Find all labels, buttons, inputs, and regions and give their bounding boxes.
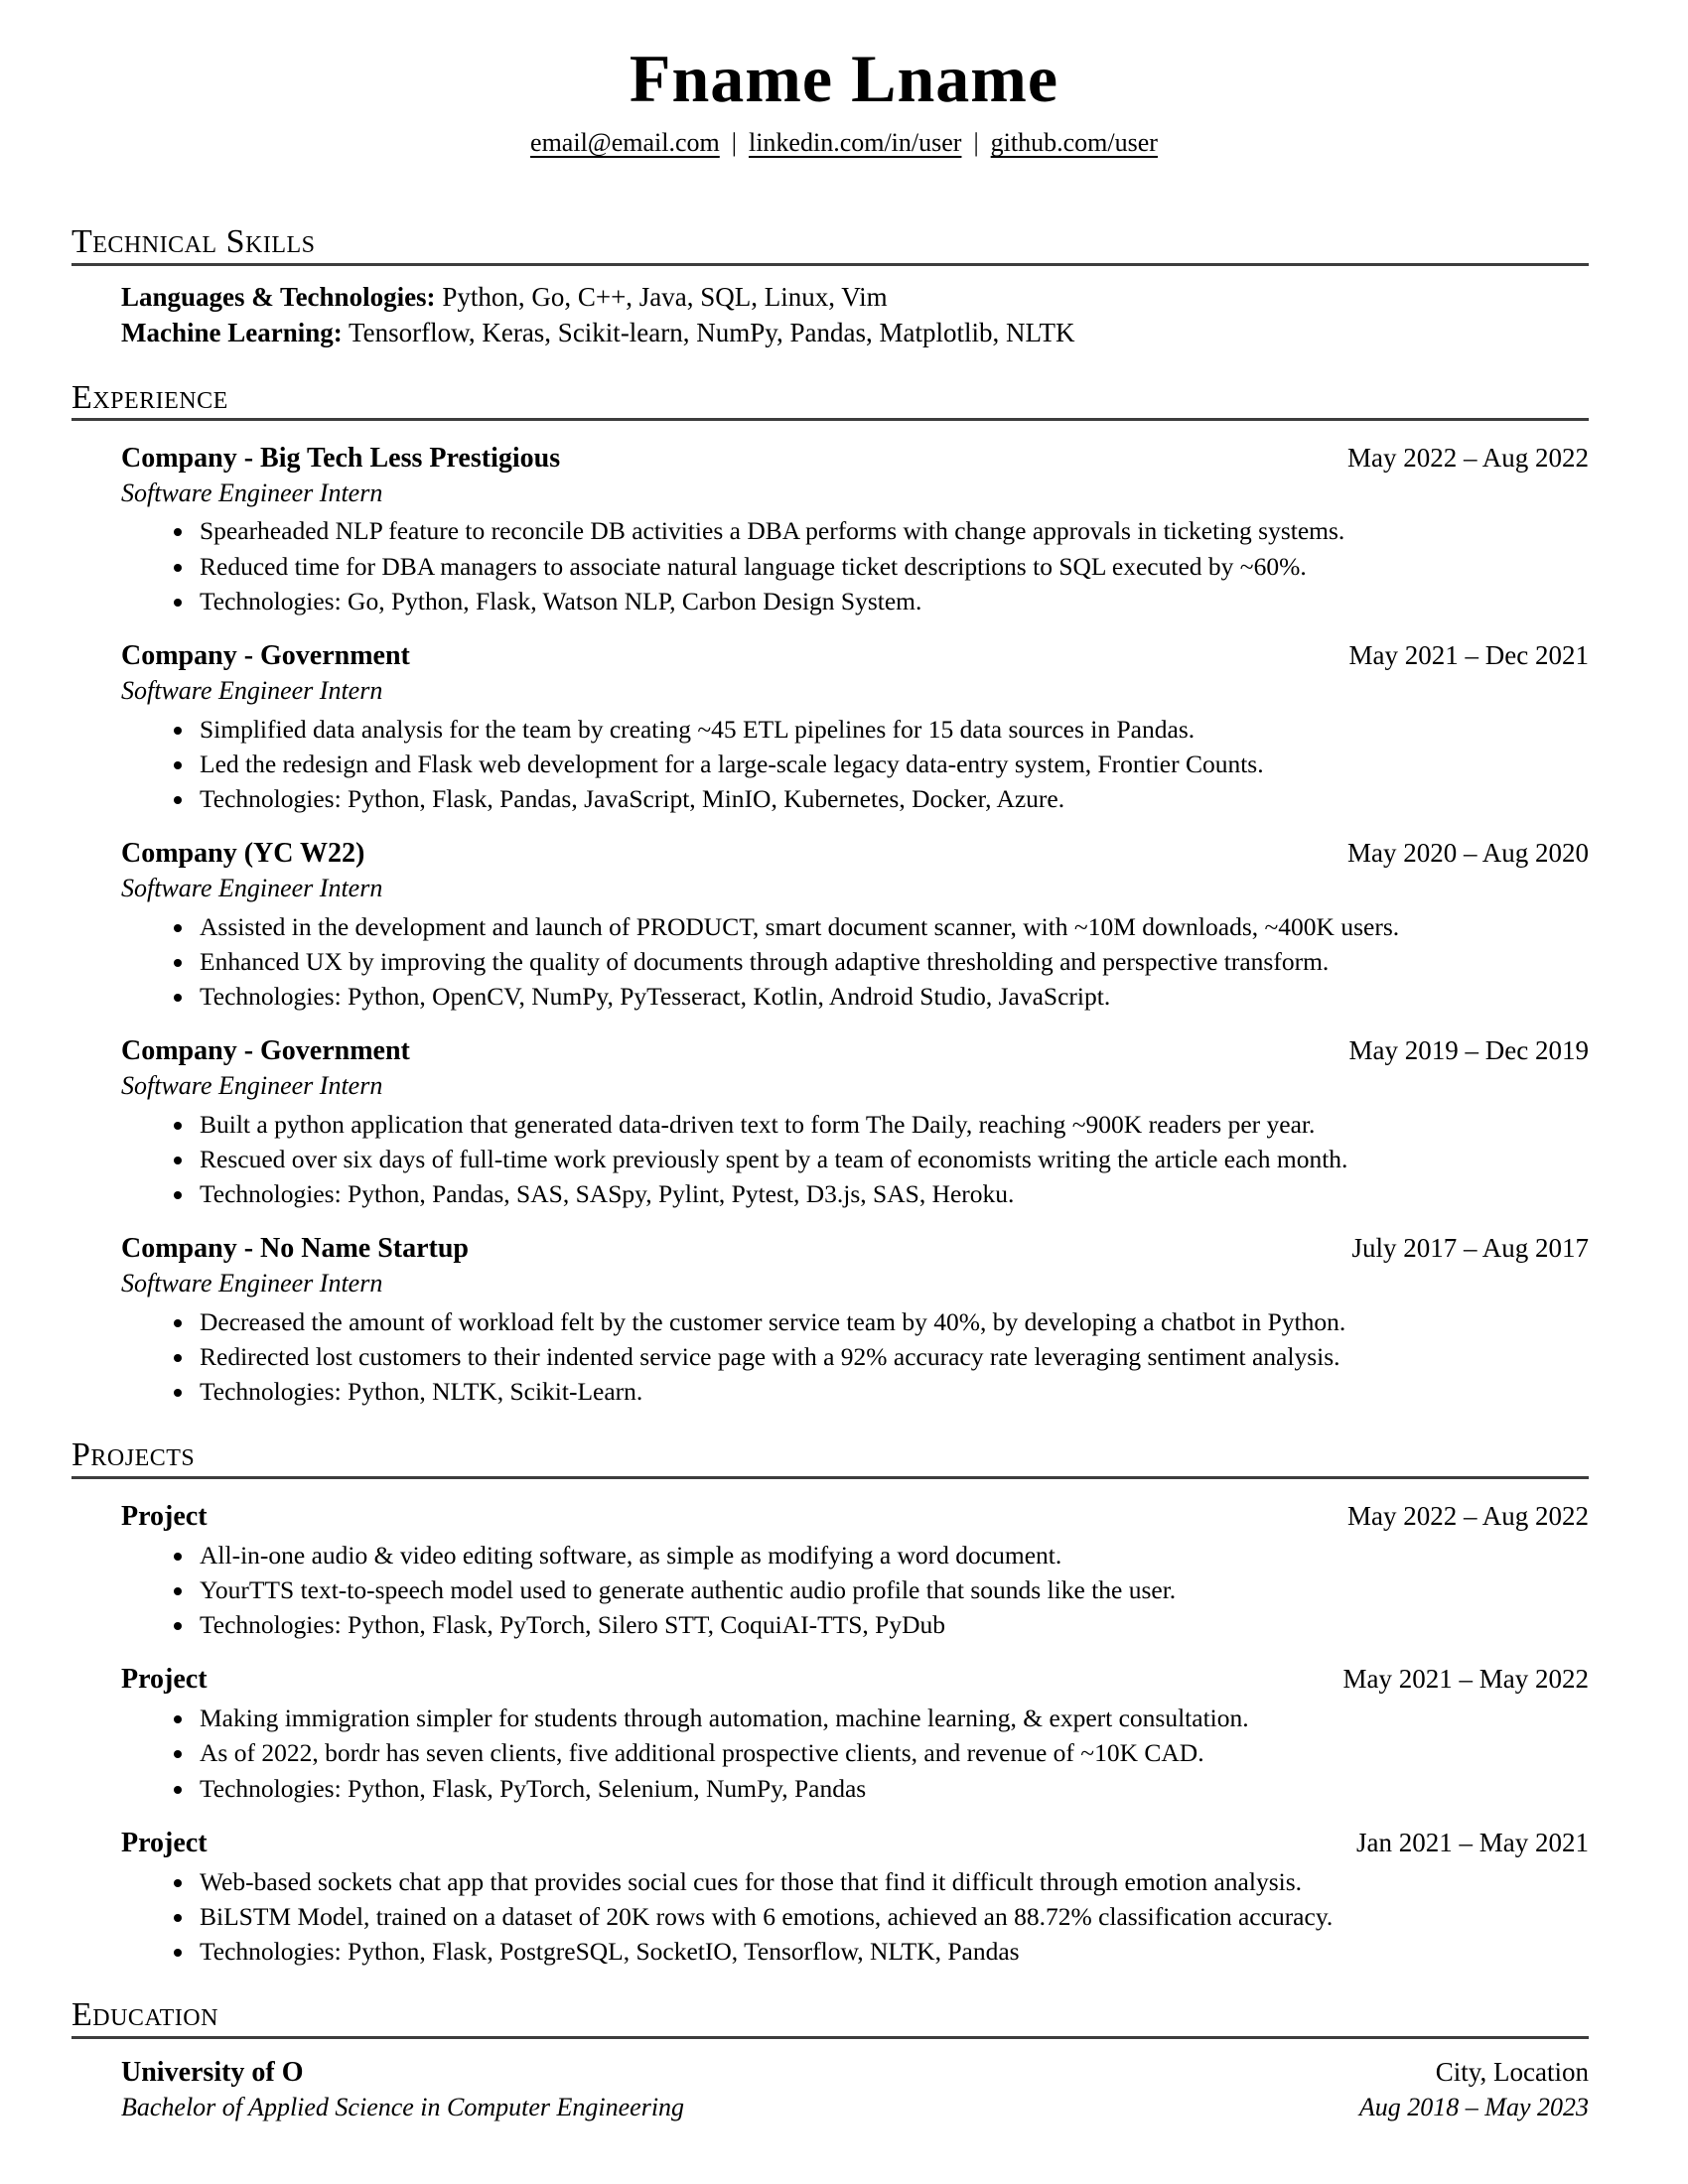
- bullet-list: [71, 1304, 1589, 1410]
- section-education: [71, 1996, 1589, 2123]
- section-rule: [71, 2036, 1589, 2039]
- linkedin-link[interactable]: linkedin.com/in/user: [748, 128, 962, 158]
- bullet-list: [71, 909, 1589, 1015]
- bullet-item: • Technologies: Python, Flask, PyTorch, Silero STT, CoquiAI-TTS, PyDub: [196, 1607, 1589, 1642]
- entry-dates: May 2021 – Dec 2021: [1348, 640, 1589, 671]
- entry-role: Software Engineer Intern: [121, 1269, 383, 1298]
- email-link[interactable]: email@email.com: [530, 128, 720, 158]
- entry-header: [71, 1033, 1589, 1068]
- company-name: Company (YC W22): [121, 838, 365, 870]
- skill-value: Tensorflow, Keras, Scikit-learn, NumPy, Pandas, Matplotlib, NLTK: [349, 317, 1075, 347]
- bullet-list: [71, 1107, 1589, 1212]
- bullet-item: • Technologies: Python, NLTK, Scikit-Learn.: [196, 1374, 1589, 1409]
- entry-header: [71, 1826, 1589, 1860]
- company-name: Company - Government: [121, 1035, 410, 1067]
- section-projects: [71, 1436, 1589, 1969]
- bullet-item: • Simplified data analysis for the team by creating ~45 ETL pipelines for 15 data sources in Pandas.: [196, 712, 1589, 747]
- entry-dates: July 2017 – Aug 2017: [1351, 1233, 1589, 1264]
- entry-dates: May 2022 – Aug 2022: [1347, 1500, 1589, 1531]
- entry-dates: May 2021 – May 2022: [1342, 1664, 1589, 1695]
- experience-entry: [71, 836, 1589, 1014]
- page-title: Fname Lname: [629, 41, 1059, 116]
- section-rule: [71, 418, 1589, 421]
- bullet-item: • YourTTS text-to-speech model used to generate authentic audio profile that sounds like the user.: [196, 1572, 1589, 1607]
- project-entry: [71, 1826, 1589, 1970]
- bullet-item: • Technologies: Python, OpenCV, NumPy, PyTesseract, Kotlin, Android Studio, JavaScript.: [196, 979, 1589, 1014]
- skill-row: [121, 316, 1589, 351]
- bullet-item: • Technologies: Go, Python, Flask, Watson NLP, Carbon Design System.: [196, 584, 1589, 618]
- contact-separator: |: [973, 128, 979, 158]
- entry-header: [71, 638, 1589, 673]
- bullet-item: • All-in-one audio & video editing software, as simple as modifying a word document.: [196, 1538, 1589, 1572]
- bullet-item: • Spearheaded NLP feature to reconcile DB activities a DBA performs with change approvals in ticketing systems.: [196, 513, 1589, 548]
- bullet-item: • Redirected lost customers to their indented service page with a 92% accuracy rate leveraging sentiment analysis.: [196, 1339, 1589, 1374]
- bullet-item: • Built a python application that generated data-driven text to form The Daily, reaching ~900K readers per year.: [196, 1107, 1589, 1142]
- bullet-item: • Technologies: Python, Pandas, SAS, SASpy, Pylint, Pytest, D3.js, SAS, Heroku.: [196, 1176, 1589, 1211]
- section-technical-skills: [71, 223, 1589, 350]
- bullet-list: [71, 712, 1589, 817]
- entry-role: Software Engineer Intern: [121, 1071, 383, 1101]
- entry-header: [71, 1662, 1589, 1697]
- bullet-list: [71, 1538, 1589, 1643]
- entry-header: [71, 1231, 1589, 1266]
- entry-header: [71, 441, 1589, 476]
- bullet-item: • Technologies: Python, Flask, PostgreSQL, SocketIO, Tensorflow, NLTK, Pandas: [196, 1934, 1589, 1969]
- entry-dates: May 2022 – Aug 2022: [1347, 442, 1589, 473]
- contact-separator: |: [731, 128, 737, 158]
- entry-header: [71, 836, 1589, 871]
- entry-role: Software Engineer Intern: [121, 676, 383, 706]
- github-link[interactable]: github.com/user: [990, 128, 1158, 158]
- project-title: Project: [121, 1664, 208, 1696]
- company-name: Company - Big Tech Less Prestigious: [121, 442, 561, 474]
- skills-list: [121, 280, 1589, 351]
- skill-label: Languages & Technologies:: [121, 281, 436, 312]
- bullet-item: • Technologies: Python, Flask, Pandas, JavaScript, MinIO, Kubernetes, Docker, Azure.: [196, 781, 1589, 816]
- bullet-item: • Assisted in the development and launch of PRODUCT, smart document scanner, with ~10M downloads, ~400K users.: [196, 909, 1589, 944]
- entry-dates: Jan 2021 – May 2021: [1356, 1827, 1589, 1857]
- project-entry: [71, 1499, 1589, 1643]
- bullet-item: • Decreased the amount of workload felt by the customer service team by 40%, by developing a chatbot in Python.: [196, 1304, 1589, 1339]
- bullet-item: • Enhanced UX by improving the quality of documents through adaptive thresholding and perspective transform.: [196, 944, 1589, 979]
- project-entry: [71, 1662, 1589, 1806]
- experience-entry: [71, 441, 1589, 618]
- company-name: Company - Government: [121, 640, 410, 672]
- experience-entry: [71, 1033, 1589, 1211]
- section-heading-technical-skills: Technical Skills: [71, 223, 316, 261]
- bullet-item: • Reduced time for DBA managers to associate natural language ticket descriptions to SQL executed by ~60%.: [196, 549, 1589, 584]
- bullet-item: • Web-based sockets chat app that provides social cues for those that find it difficult through emotion analysis.: [196, 1864, 1589, 1899]
- bullet-item: • Technologies: Python, Flask, PyTorch, Selenium, NumPy, Pandas: [196, 1771, 1589, 1806]
- section-rule: [71, 1476, 1589, 1479]
- section-heading-experience: Experience: [71, 378, 228, 416]
- bullet-item: • As of 2022, bordr has seven clients, five additional prospective clients, and revenue of ~10K CAD.: [196, 1735, 1589, 1770]
- bullet-item: • Making immigration simpler for students through automation, machine learning, & expert consultation.: [196, 1701, 1589, 1735]
- entry-dates: May 2019 – Dec 2019: [1348, 1035, 1589, 1066]
- section-heading-projects: Projects: [71, 1436, 196, 1474]
- entry-role: Software Engineer Intern: [121, 478, 383, 507]
- bullet-list: [71, 1864, 1589, 1970]
- section-heading-education: Education: [71, 1996, 218, 2034]
- skill-value: Python, Go, C++, Java, SQL, Linux, Vim: [442, 281, 888, 312]
- experience-entry: [71, 638, 1589, 816]
- education-row: [71, 2092, 1589, 2124]
- bullet-list: [71, 513, 1589, 618]
- bullet-item: • Rescued over six days of full-time work previously spent by a team of economists writing the article each month.: [196, 1142, 1589, 1176]
- section-rule: [71, 263, 1589, 266]
- bullet-list: [71, 1701, 1589, 1806]
- contact-line: [0, 128, 1688, 158]
- company-name: Company - No Name Startup: [121, 1233, 469, 1265]
- education-school: University of O: [121, 2056, 304, 2088]
- project-title: Project: [121, 1500, 208, 1532]
- skill-label: Machine Learning:: [121, 317, 343, 347]
- skill-row: [121, 280, 1589, 316]
- education-row: [71, 2055, 1589, 2090]
- project-title: Project: [121, 1827, 208, 1858]
- entry-role: Software Engineer Intern: [121, 874, 383, 903]
- entry-header: [71, 1499, 1589, 1534]
- resume-header: [0, 41, 1688, 158]
- education-degree: Bachelor of Applied Science in Computer Engineering: [121, 2092, 685, 2121]
- education-dates: Aug 2018 – May 2023: [1358, 2092, 1589, 2121]
- bullet-item: • Led the redesign and Flask web development for a large-scale legacy data-entry system, Frontier Counts.: [196, 747, 1589, 781]
- entry-dates: May 2020 – Aug 2020: [1347, 838, 1589, 869]
- bullet-item: • BiLSTM Model, trained on a dataset of 20K rows with 6 emotions, achieved an 88.72% classification accuracy.: [196, 1899, 1589, 1934]
- education-location: City, Location: [1435, 2056, 1589, 2087]
- section-experience: [71, 379, 1589, 1410]
- experience-entry: [71, 1231, 1589, 1409]
